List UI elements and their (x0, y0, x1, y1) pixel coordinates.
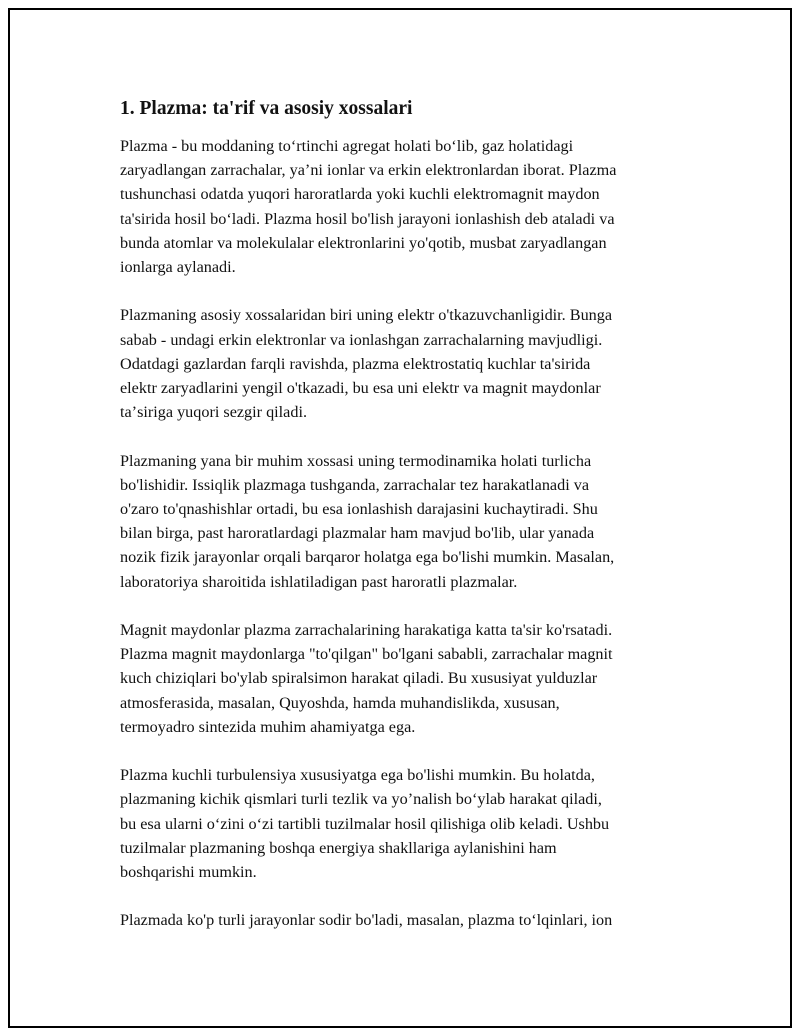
text-line: tuzilmalar plazmaning boshqa energiya shakllariga aylanishini ham (120, 838, 557, 857)
paragraph-conductivity (120, 303, 710, 424)
text-line: Plazmaning yana bir muhim xossasi uning termodinamika holati turlicha (120, 451, 592, 470)
text-line: Plazmada ko'p turli jarayonlar sodir bo'ladi, masalan, plazma toʻlqinlari, ion (120, 911, 613, 930)
text-line: Plazma magnit maydonlarga "to'qilgan" bo'lgani sababli, zarrachalar magnit (120, 645, 613, 664)
text-line: Magnit maydonlar plazma zarrachalarining harakatiga katta ta'sir ko'rsatadi. (120, 621, 613, 640)
text-line: Odatdagi gazlardan farqli ravishda, plazma elektrostatiq kuchlar ta'sirida (120, 354, 591, 373)
section-heading: 1. Plazma: ta'rif va asosiy xossalari (120, 98, 413, 119)
text-line: bunda atomlar va molekulalar elektronlarini yo'qotib, musbat zaryadlangan (120, 233, 607, 252)
text-line: ta'sirida hosil boʻladi. Plazma hosil bo'lish jarayoni ionlashish deb ataladi va (120, 209, 615, 228)
text-line: bu esa ularni oʻzini oʻzi tartibli tuzilmalar hosil qilishiga olib keladi. Ushbu (120, 814, 610, 833)
paragraph-processes (120, 908, 710, 932)
text-line: sabab - undagi erkin elektronlar va ionlashgan zarrachalarning mavjudligi. (120, 330, 603, 349)
text-line: Plazma - bu moddaning toʻrtinchi agregat holati boʻlib, gaz holatidagi (120, 137, 574, 155)
paragraph-thermodynamics (120, 449, 710, 594)
text-line: elektr zaryadlarini yengil o'tkazadi, bu esa uni elektr va magnit maydonlar (120, 379, 601, 398)
text-line: ionlarga aylanadi. (120, 258, 236, 277)
text-line: Plazma kuchli turbulensiya xususiyatga ega bo'lishi mumkin. Bu holatda, (120, 766, 595, 785)
text-line: laboratoriya sharoitida ishlatiladigan past haroratli plazmalar. (120, 572, 518, 591)
paragraph-turbulence (120, 763, 710, 884)
text-line: tushunchasi odatda yuqori haroratlarda yoki kuchli elektromagnit maydon (120, 185, 600, 204)
text-line: zaryadlangan zarrachalar, yaʼni ionlar va erkin elektronlardan iborat. Plazma (120, 161, 617, 180)
text-line: o'zaro to'qnashishlar ortadi, bu esa ionlashish darajasini kuchaytiradi. Shu (120, 500, 598, 519)
text-line: plazmaning kichik qismlari turli tezlik va yoʼnalish boʻylab harakat qiladi, (120, 790, 602, 809)
document-body (120, 96, 710, 957)
text-line: Plazmaning asosiy xossalaridan biri uning elektr o'tkazuvchanligidir. Bunga (120, 306, 613, 325)
text-line: bo'lishidir. Issiqlik plazmaga tushganda, zarrachalar tez harakatlanadi va (120, 475, 590, 494)
text-line: termoyadro sintezida muhim ahamiyatga ega. (120, 717, 416, 736)
page-frame (8, 8, 792, 1028)
text-line: nozik fizik jarayonlar orqali barqaror holatga ega bo'lishi mumkin. Masalan, (120, 548, 615, 567)
text-line: bilan birga, past haroratlardagi plazmalar ham mavjud bo'lib, ular yanada (120, 524, 595, 543)
text-line: kuch chiziqlari bo'ylab spiralsimon harakat qiladi. Bu xususiyat yulduzlar (120, 669, 598, 688)
text-line: taʼsiriga yuqori sezgir qiladi. (120, 403, 308, 422)
paragraph-definition (120, 134, 710, 279)
paragraph-magnetic-fields (120, 618, 710, 739)
text-line: boshqarishi mumkin. (120, 863, 257, 882)
text-line: atmosferasida, masalan, Quyoshda, hamda muhandislikda, xususan, (120, 693, 560, 712)
